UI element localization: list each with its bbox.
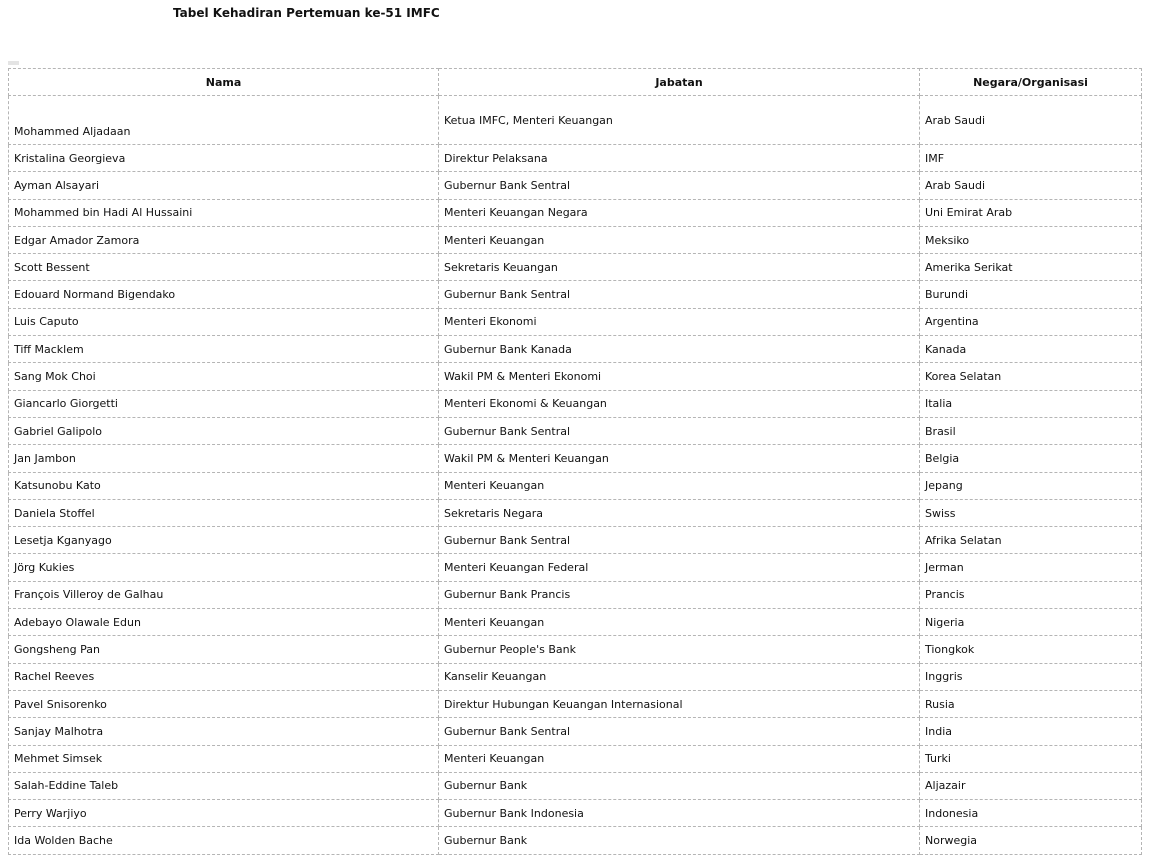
cell-country: Nigeria <box>920 609 1142 636</box>
cell-name: Gabriel Galipolo <box>9 417 439 444</box>
cell-position: Sekretaris Keuangan <box>439 254 920 281</box>
table-row <box>9 390 1142 417</box>
cell-country: Inggris <box>920 663 1142 690</box>
cell-name: Jan Jambon <box>9 445 439 472</box>
cell-country: Aljazair <box>920 772 1142 799</box>
page-title: Tabel Kehadiran Pertemuan ke-51 IMFC <box>173 6 440 20</box>
cell-country: Amerika Serikat <box>920 254 1142 281</box>
cell-position: Gubernur Bank Sentral <box>439 417 920 444</box>
cell-position: Menteri Keuangan Negara <box>439 199 920 226</box>
cell-name: Ida Wolden Bache <box>9 827 439 854</box>
cell-name: Jörg Kukies <box>9 554 439 581</box>
cell-name: Ayman Alsayari <box>9 172 439 199</box>
cell-position: Gubernur Bank Sentral <box>439 172 920 199</box>
cell-name: Luis Caputo <box>9 308 439 335</box>
cell-name: Salah-Eddine Taleb <box>9 772 439 799</box>
cell-position: Menteri Ekonomi <box>439 308 920 335</box>
cell-country: Jerman <box>920 554 1142 581</box>
cell-position: Menteri Keuangan Federal <box>439 554 920 581</box>
cell-name: Pavel Snisorenko <box>9 690 439 717</box>
table-row <box>9 254 1142 281</box>
cell-position: Gubernur People's Bank <box>439 636 920 663</box>
cell-position: Sekretaris Negara <box>439 499 920 526</box>
cell-position: Gubernur Bank Sentral <box>439 527 920 554</box>
cell-country: Burundi <box>920 281 1142 308</box>
cell-name: Tiff Macklem <box>9 336 439 363</box>
cell-country: Meksiko <box>920 226 1142 253</box>
cell-name: Mohammed Aljadaan <box>9 96 439 145</box>
cell-position: Wakil PM & Menteri Ekonomi <box>439 363 920 390</box>
cell-country: Afrika Selatan <box>920 527 1142 554</box>
table-row <box>9 308 1142 335</box>
table-body <box>9 96 1142 855</box>
table-row <box>9 800 1142 827</box>
cell-position: Gubernur Bank <box>439 772 920 799</box>
cell-name: Mohammed bin Hadi Al Hussaini <box>9 199 439 226</box>
cell-name: Sanjay Malhotra <box>9 718 439 745</box>
cell-country: Norwegia <box>920 827 1142 854</box>
table-row <box>9 718 1142 745</box>
cell-name: François Villeroy de Galhau <box>9 581 439 608</box>
table-header-row <box>9 69 1142 96</box>
cell-position: Direktur Pelaksana <box>439 145 920 172</box>
cell-name: Kristalina Georgieva <box>9 145 439 172</box>
table-row <box>9 281 1142 308</box>
cell-name: Daniela Stoffel <box>9 499 439 526</box>
table-row <box>9 445 1142 472</box>
table-row <box>9 636 1142 663</box>
table-row <box>9 472 1142 499</box>
table-row <box>9 417 1142 444</box>
table-row <box>9 745 1142 772</box>
table-row <box>9 663 1142 690</box>
cell-position: Menteri Keuangan <box>439 472 920 499</box>
header-jabatan: Jabatan <box>439 69 920 96</box>
table-row <box>9 609 1142 636</box>
cell-name: Lesetja Kganyago <box>9 527 439 554</box>
cell-name: Giancarlo Giorgetti <box>9 390 439 417</box>
cell-position: Gubernur Bank Prancis <box>439 581 920 608</box>
cell-country: Korea Selatan <box>920 363 1142 390</box>
cell-name: Katsunobu Kato <box>9 472 439 499</box>
cell-position: Menteri Keuangan <box>439 745 920 772</box>
table-row <box>9 96 1142 145</box>
table-row <box>9 772 1142 799</box>
table-row <box>9 690 1142 717</box>
cell-country: Rusia <box>920 690 1142 717</box>
cell-country: Turki <box>920 745 1142 772</box>
cell-country: Tiongkok <box>920 636 1142 663</box>
cell-country: Brasil <box>920 417 1142 444</box>
attendance-table <box>8 68 1142 855</box>
table-row <box>9 226 1142 253</box>
cell-position: Gubernur Bank Kanada <box>439 336 920 363</box>
table-row <box>9 554 1142 581</box>
header-negara-organisasi: Negara/Organisasi <box>920 69 1142 96</box>
cell-position: Kanselir Keuangan <box>439 663 920 690</box>
cell-position: Menteri Keuangan <box>439 226 920 253</box>
cell-country: Swiss <box>920 499 1142 526</box>
cell-name: Scott Bessent <box>9 254 439 281</box>
cell-name: Edgar Amador Zamora <box>9 226 439 253</box>
cell-position: Ketua IMFC, Menteri Keuangan <box>439 96 920 145</box>
table-row <box>9 145 1142 172</box>
table-handle[interactable] <box>8 61 19 65</box>
table-row <box>9 499 1142 526</box>
cell-position: Gubernur Bank Indonesia <box>439 800 920 827</box>
table-row <box>9 336 1142 363</box>
table-row <box>9 172 1142 199</box>
cell-country: India <box>920 718 1142 745</box>
cell-country: Jepang <box>920 472 1142 499</box>
table-row <box>9 363 1142 390</box>
cell-name: Rachel Reeves <box>9 663 439 690</box>
cell-position: Wakil PM & Menteri Keuangan <box>439 445 920 472</box>
cell-name: Edouard Normand Bigendako <box>9 281 439 308</box>
cell-country: Indonesia <box>920 800 1142 827</box>
cell-name: Gongsheng Pan <box>9 636 439 663</box>
header-nama: Nama <box>9 69 439 96</box>
cell-position: Menteri Keuangan <box>439 609 920 636</box>
cell-country: Argentina <box>920 308 1142 335</box>
cell-position: Gubernur Bank Sentral <box>439 281 920 308</box>
cell-name: Adebayo Olawale Edun <box>9 609 439 636</box>
cell-country: Belgia <box>920 445 1142 472</box>
cell-country: Italia <box>920 390 1142 417</box>
cell-position: Direktur Hubungan Keuangan Internasional <box>439 690 920 717</box>
cell-country: Prancis <box>920 581 1142 608</box>
cell-country: Uni Emirat Arab <box>920 199 1142 226</box>
table-row <box>9 827 1142 854</box>
cell-position: Gubernur Bank <box>439 827 920 854</box>
table-row <box>9 527 1142 554</box>
cell-country: Arab Saudi <box>920 96 1142 145</box>
cell-country: IMF <box>920 145 1142 172</box>
cell-country: Arab Saudi <box>920 172 1142 199</box>
table-row <box>9 581 1142 608</box>
cell-position: Gubernur Bank Sentral <box>439 718 920 745</box>
cell-position: Menteri Ekonomi & Keuangan <box>439 390 920 417</box>
cell-name: Sang Mok Choi <box>9 363 439 390</box>
cell-name: Perry Warjiyo <box>9 800 439 827</box>
cell-name: Mehmet Simsek <box>9 745 439 772</box>
table-row <box>9 199 1142 226</box>
cell-country: Kanada <box>920 336 1142 363</box>
